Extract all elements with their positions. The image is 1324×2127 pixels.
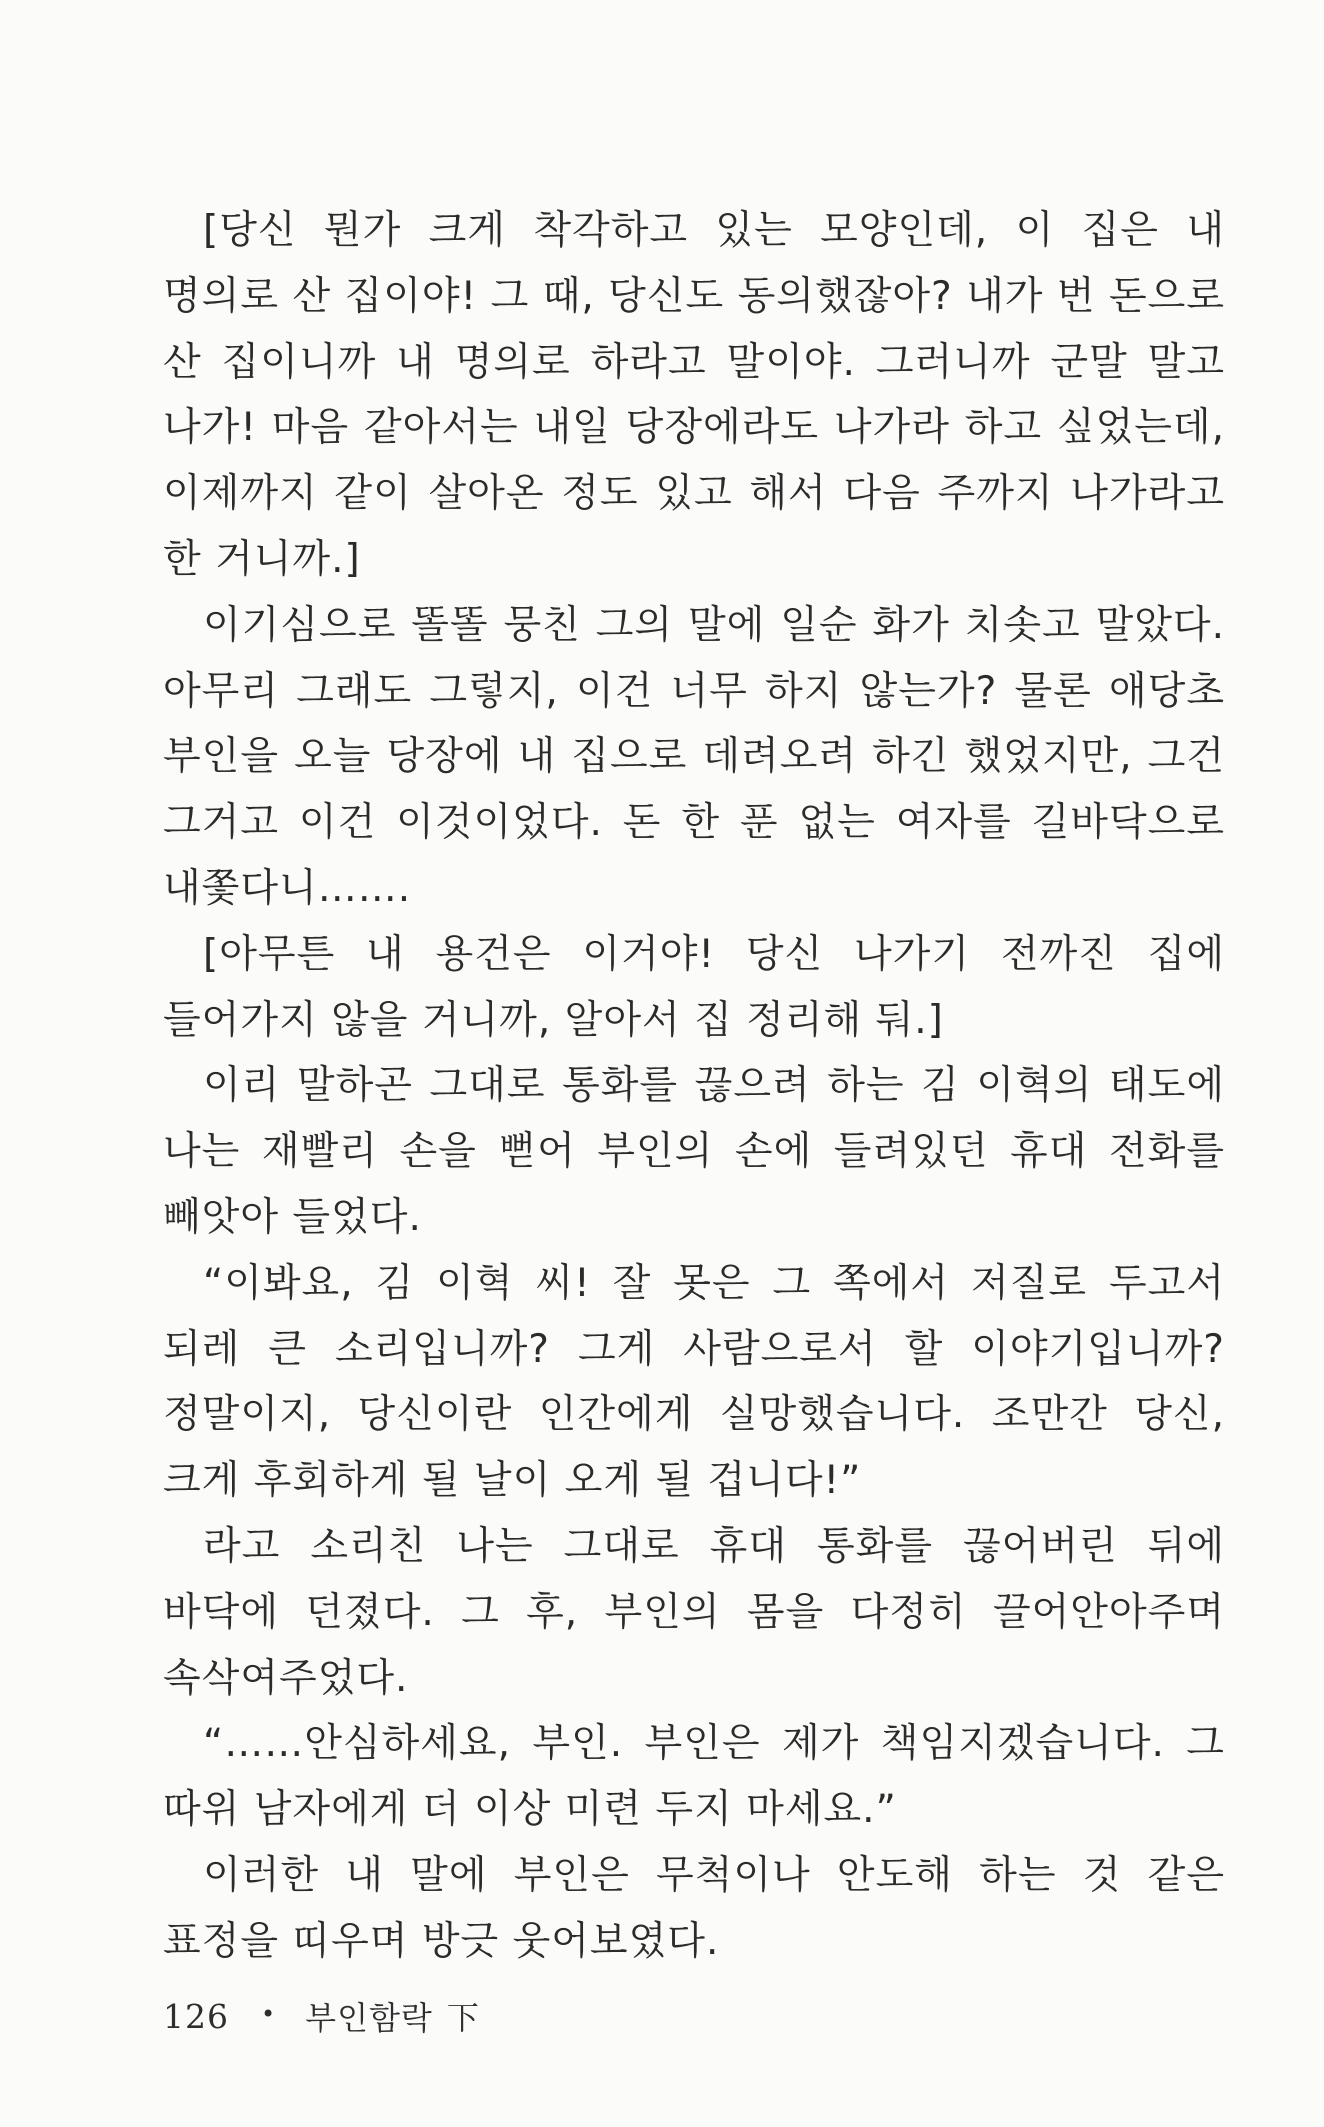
paragraph: “……안심하세요, 부인. 부인은 제가 책임지겠습니다. 그 따위 남자에게 더 이상 미련 두지 마세요.” — [163, 1721, 1225, 1833]
paragraph: 이리 말하곤 그대로 통화를 끊으려 하는 김 이혁의 태도에 나는 재빨리 손을 뻗어 부인의 손에 들려있던 휴대 전화를 빼앗아 들었다. — [163, 1063, 1225, 1240]
body-text — [163, 198, 1225, 1975]
paragraph: 이기심으로 똘똘 뭉친 그의 말에 일순 화가 치솟고 말았다. 아무리 그래도 그렇지, 이건 너무 하지 않는가? 물론 애당초 부인을 오늘 당장에 내 집으로 데려오려 하긴 했었지만, 그건 그거고 이건 이것이었다. 돈 한 푼 없는 여자를 길바닥으로 내쫓다니……. — [163, 602, 1225, 911]
page-number: 126 — [163, 1996, 229, 2036]
paragraph: 라고 소리친 나는 그대로 휴대 통화를 끊어버린 뒤에 바닥에 던졌다. 그 후, 부인의 몸을 다정히 끌어안아주며 속삭여주었다. — [163, 1523, 1225, 1701]
paragraph: [당신 뭔가 크게 착각하고 있는 모양인데, 이 집은 내 명의로 산 집이야! 그 때, 당신도 동의했잖아? 내가 번 돈으로 산 집이니까 내 명의로 하라고 말이야. 그러니까 군말 말고 나가! 마음 같아서는 내일 당장에라도 나가라 하고 싶었는데, 이제까지 같이 살아온 정도 있고 해서 다음 주까지 나가라고 한 거니까.] — [163, 208, 1225, 582]
page-footer — [163, 1993, 479, 2039]
paragraph: [아무튼 내 용건은 이거야! 당신 나가기 전까진 집에 들어가지 않을 거니까, 알아서 집 정리해 둬.] — [163, 931, 1225, 1043]
paragraph: “이봐요, 김 이혁 씨! 잘 못은 그 쪽에서 저질로 두고서 되레 큰 소리입니까? 그게 사람으로서 할 이야기입니까? 정말이지, 당신이란 인간에게 실망했습니다. 조만간 당신, 크게 후회하게 될 날이 오게 될 겁니다!” — [163, 1260, 1225, 1504]
volume-label: 下 — [446, 1999, 479, 2037]
paragraph: 이러한 내 말에 부인은 무척이나 안도해 하는 것 같은 표정을 띠우며 방긋 웃어보였다. — [163, 1852, 1225, 1964]
book-title: 부인함락 — [305, 1999, 433, 2037]
footer-separator: • — [261, 2000, 276, 2028]
